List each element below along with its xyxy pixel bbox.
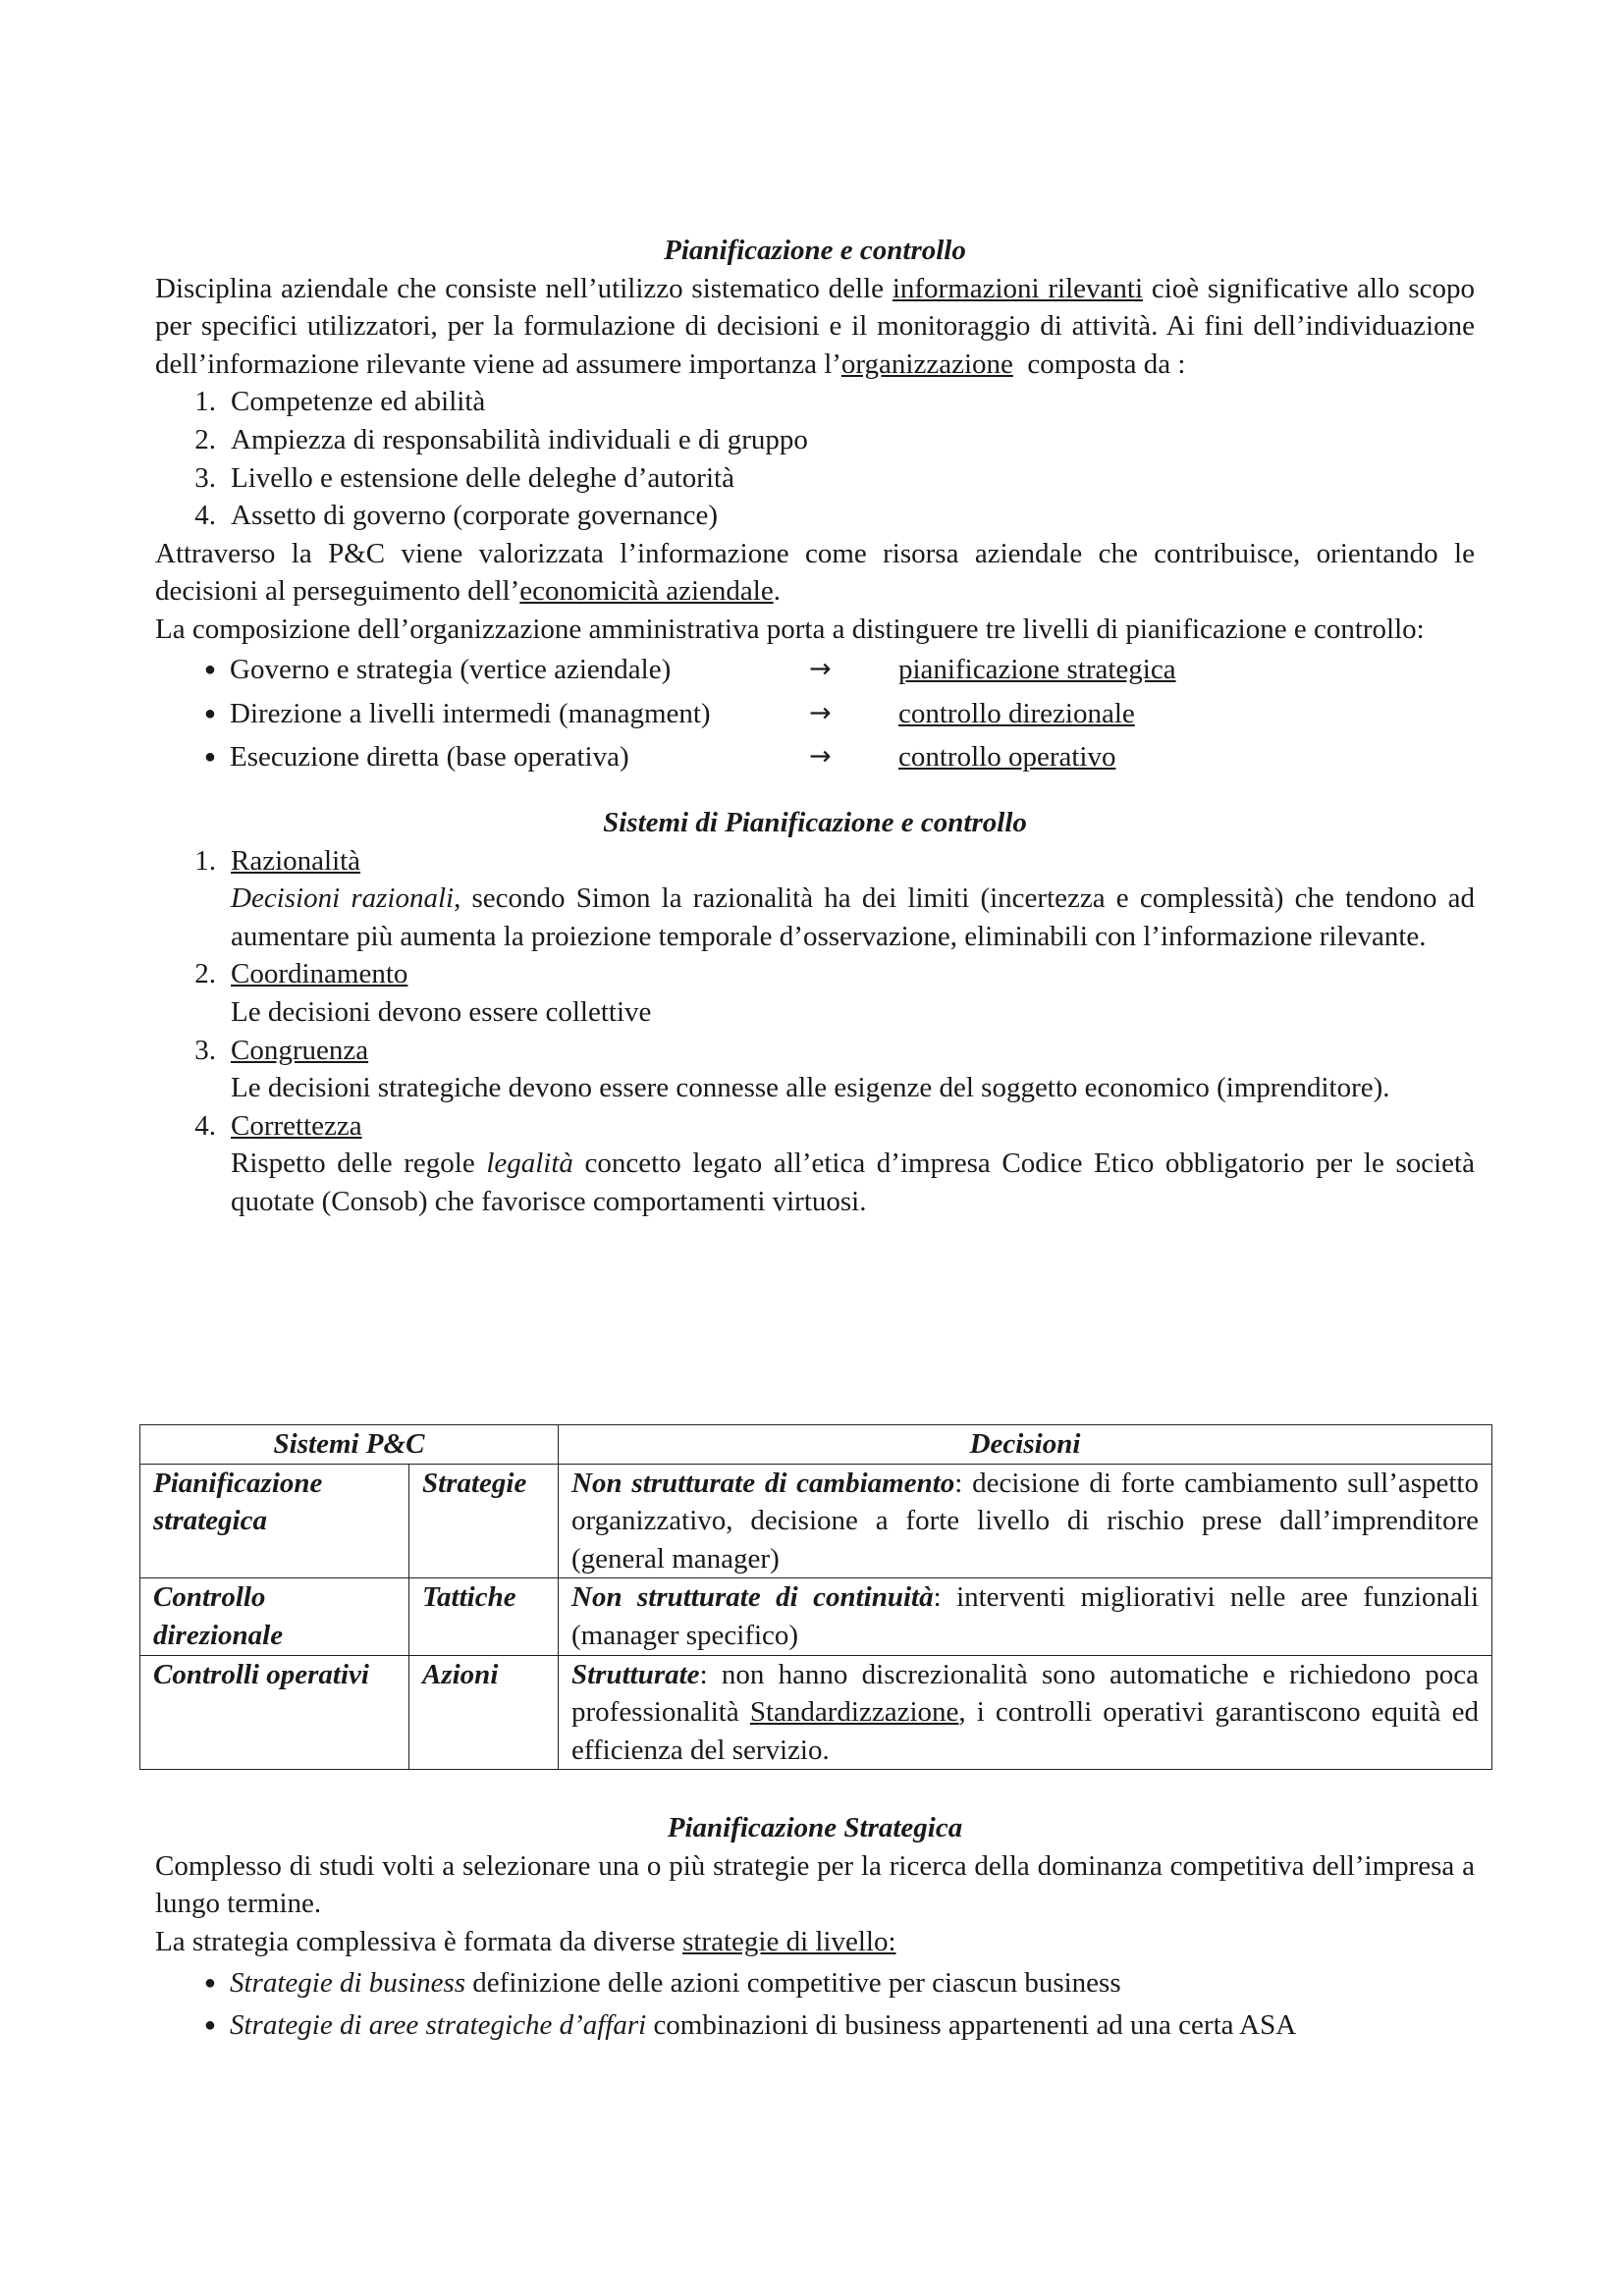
text-run: Attraverso la P&C viene valorizzata l’informazione come risorsa aziendale che contribuisce, orientando le decisioni al perseguimento dell’ <box>155 537 1475 608</box>
list-text: Livello e estensione delle deleghe d’autorità <box>231 461 734 494</box>
decision-type: Strutturate <box>571 1658 700 1690</box>
systems-list <box>155 842 1475 1221</box>
intro-paragraph <box>155 270 1475 384</box>
list-number: 1. <box>194 386 216 418</box>
decision-type: Non strutturate di continuità <box>571 1581 934 1614</box>
document-page <box>155 232 1475 1221</box>
level-cell: Azioni <box>409 1655 559 1770</box>
item-heading: Congruenza <box>231 1034 369 1066</box>
list-item <box>155 421 1475 459</box>
text-run: composta da : <box>1012 347 1186 380</box>
text-run: : decisione di forte cambiamento sull’aspetto organizzativo, decisione a forte livello di rischio prese dall’imprenditore (general manager) <box>571 1467 1479 1575</box>
level-cell: Strategie <box>409 1464 559 1578</box>
level-target: controllo operativo <box>898 741 1116 774</box>
arrow-right-icon: → <box>809 697 832 728</box>
list-number: 2. <box>194 423 216 455</box>
level-row <box>155 736 1475 780</box>
list-item <box>155 955 1475 1031</box>
strategie-intro <box>155 1923 1475 1961</box>
section3 <box>155 1809 1475 2045</box>
italic-term: legalità <box>486 1148 573 1180</box>
text-run: : non hanno discrezionalità sono automatiche e richiedono poca professionalità <box>571 1658 1479 1729</box>
strategica-paragraph: Complesso di studi volti a selezionare una o più strategie per la ricerca della dominanza competitiva dell’impresa a lungo termine. <box>155 1849 1475 1920</box>
decision-type: Non strutturate di cambiamento <box>571 1467 955 1499</box>
level-row <box>155 649 1475 693</box>
list-text: Ampiezza di responsabilità individuali e di gruppo <box>231 423 808 455</box>
italic-term: Strategie di business <box>230 1967 466 2000</box>
bullet-icon: ● <box>203 659 216 681</box>
decision-cell <box>559 1464 1492 1578</box>
list-item <box>155 1964 1475 2002</box>
text-run: : interventi migliorativi nelle aree funzionali (manager specifico) <box>571 1581 1479 1651</box>
level-target: controllo direzionale <box>898 697 1135 729</box>
level-source: Governo e strategia (vertice aziendale) <box>230 654 672 686</box>
level-source: Esecuzione diretta (base operativa) <box>230 741 629 774</box>
list-item <box>155 459 1475 498</box>
table-header-row <box>140 1425 1492 1465</box>
list-number: 2. <box>194 958 216 990</box>
list-item <box>155 383 1475 421</box>
text-run: , i controlli operativi garantiscono equità ed efficienza del servizio. <box>571 1696 1479 1766</box>
italic-term: Decisioni razionali <box>231 882 455 915</box>
text-run: cioè significative allo scopo per specifici utilizzatori, per la formulazione di decisioni e il monitoraggio di attività. Ai fini dell’individuazione dell’informazione rilevante viene ad assumere importanza l’ <box>155 272 1475 380</box>
level-target: pianificazione strategica <box>898 654 1176 686</box>
item-heading: Correttezza <box>231 1109 362 1142</box>
list-number: 4. <box>194 1109 216 1142</box>
levels-intro: La composizione dell’organizzazione amministrativa porta a distinguere tre livelli di pianificazione e controllo: <box>155 613 1425 645</box>
system-cell: Controllo direzionale <box>140 1578 409 1655</box>
text-run: . <box>773 575 781 608</box>
bullet-icon: ● <box>203 746 216 769</box>
underlined-term: informazioni rilevanti <box>892 272 1144 304</box>
item-body <box>231 1145 1475 1220</box>
systems-table <box>139 1424 1492 1770</box>
text-run: Rispetto delle regole <box>231 1148 487 1180</box>
text-run: Disciplina aziendale che consiste nell’utilizzo sistematico delle <box>155 272 893 304</box>
list-text <box>230 1964 1475 2002</box>
section-title-sistemi: Sistemi di Pianificazione e controllo <box>603 807 1027 839</box>
system-cell: Pianificazione strategica <box>140 1464 409 1578</box>
item-heading: Coordinamento <box>231 958 408 990</box>
decision-cell <box>559 1578 1492 1655</box>
table-row <box>140 1464 1492 1578</box>
list-item <box>155 497 1475 535</box>
list-text <box>230 2006 1475 2045</box>
text-run: La strategia complessiva è formata da diverse <box>155 1925 683 1957</box>
arrow-right-icon: → <box>809 654 832 685</box>
list-item <box>155 2006 1475 2045</box>
text-run: definizione delle azioni competitive per ciascun business <box>465 1967 1121 2000</box>
text-run: , secondo Simon la razionalità ha dei limiti (incertezza e complessità) che tendono ad aumentare più aumenta la proiezione temporale d’osservazione, eliminabili con l’informazione rilevante. <box>231 882 1475 952</box>
column-header: Decisioni <box>559 1425 1492 1465</box>
section-title-strategica: Pianificazione Strategica <box>667 1812 963 1843</box>
list-number: 4. <box>194 500 216 532</box>
level-source: Direzione a livelli intermedi (managment) <box>230 697 711 729</box>
underlined-term: economicità aziendale <box>519 575 774 608</box>
italic-term: Strategie di aree strategiche d’affari <box>230 2008 647 2041</box>
underlined-term: organizzazione <box>840 347 1013 380</box>
decision-cell <box>559 1655 1492 1770</box>
item-body: Le decisioni devono essere collettive <box>231 996 652 1028</box>
organization-list <box>155 383 1475 534</box>
levels-list <box>155 649 1475 780</box>
pc-paragraph <box>155 535 1475 611</box>
list-item <box>155 1107 1475 1221</box>
system-cell: Controlli operativi <box>140 1655 409 1770</box>
list-text: Assetto di governo (corporate governance) <box>231 500 719 532</box>
table-row <box>140 1578 1492 1655</box>
list-item <box>155 1032 1475 1107</box>
arrow-right-icon: → <box>809 741 832 773</box>
bullet-icon: ● <box>203 702 216 724</box>
list-item <box>155 842 1475 956</box>
section-title-pc: Pianificazione e controllo <box>664 235 966 266</box>
text-run: combinazioni di business appartenenti ad una certa ASA <box>646 2008 1297 2041</box>
list-text: Competenze ed abilità <box>231 386 486 418</box>
underlined-term: Standardizzazione <box>749 1696 959 1729</box>
level-cell: Tattiche <box>409 1578 559 1655</box>
list-number: 3. <box>194 461 216 494</box>
item-body <box>231 880 1475 955</box>
column-header: Sistemi P&C <box>140 1425 559 1465</box>
item-body: Le decisioni strategiche devono essere connesse alle esigenze del soggetto economico (imprenditore). <box>231 1072 1390 1104</box>
list-number: 1. <box>194 844 216 877</box>
list-number: 3. <box>194 1034 216 1066</box>
underlined-term: strategie di livello: <box>682 1925 896 1957</box>
bullet-icon: ● <box>203 1972 216 1995</box>
item-heading: Razionalità <box>231 844 361 877</box>
strategies-list <box>155 1964 1475 2044</box>
level-row <box>155 692 1475 736</box>
bullet-icon: ● <box>203 2013 216 2036</box>
table-row <box>140 1655 1492 1770</box>
text-run: concetto legato all’etica d’impresa Codice Etico obbligatorio per le società quotate (Consob) che favorisce comportamenti virtuosi. <box>231 1148 1475 1217</box>
